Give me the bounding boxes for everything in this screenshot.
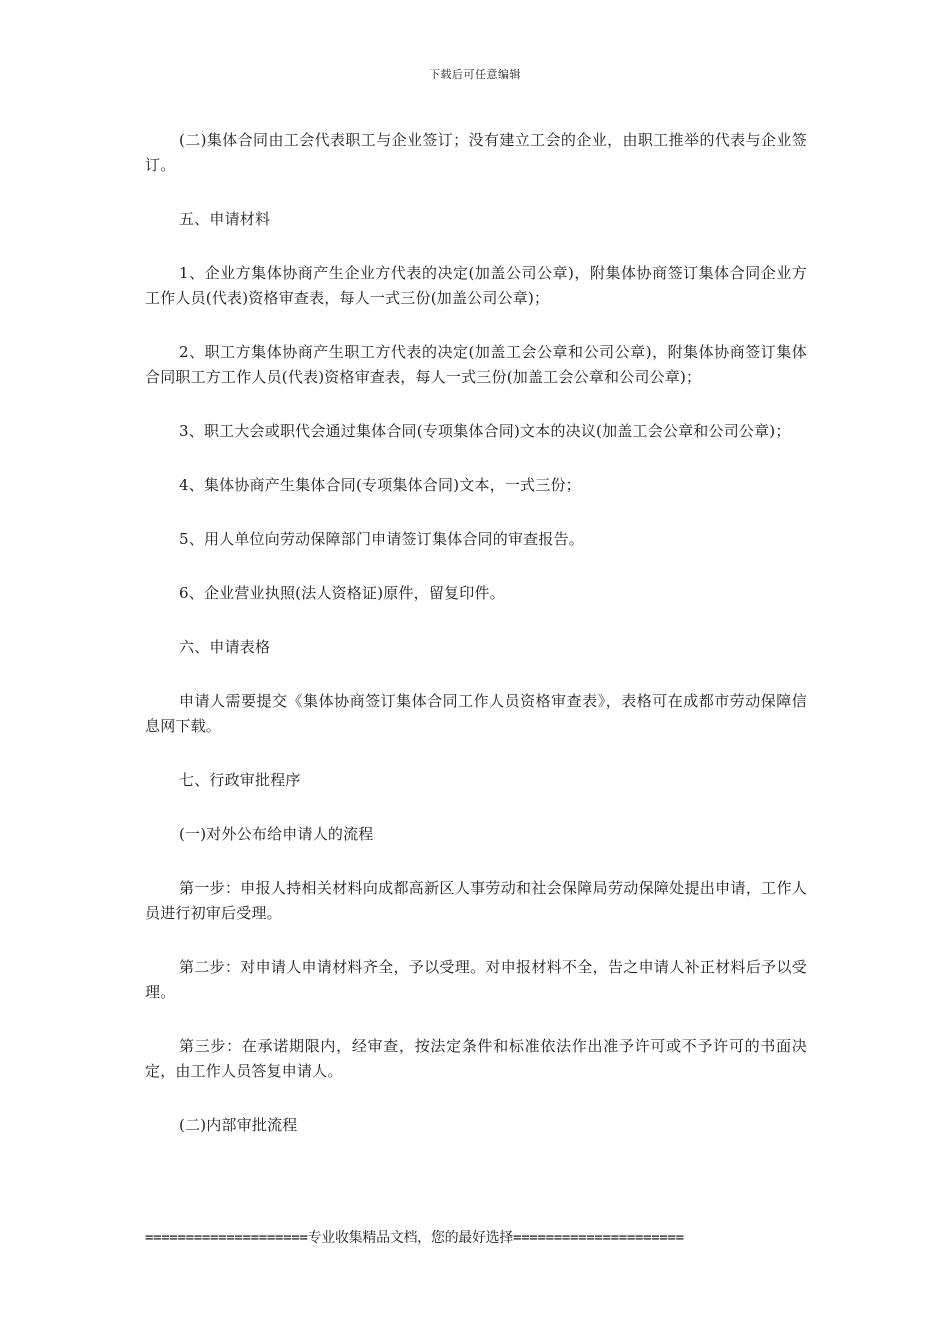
paragraph-signing-party: (二)集体合同由工会代表职工与企业签订；没有建立工会的企业，由职工推举的代表与企业签订。 xyxy=(145,131,807,174)
section-heading-forms: 六、申请表格 xyxy=(179,638,271,656)
material-item-1: 1、企业方集体协商产生企业方代表的决定(加盖公司公章)，附集体协商签订集体合同企业方工作人员(代表)资格审查表，每人一式三份(加盖公司公章)； xyxy=(145,264,807,307)
step-3: 第三步：在承诺期限内，经审查，按法定条件和标准依法作出准予许可或不予许可的书面决定，由工作人员答复申请人。 xyxy=(145,1037,807,1080)
material-item-4: 4、集体协商产生集体合同(专项集体合同)文本，一式三份； xyxy=(179,476,581,494)
subheading-internal-process: (二)内部审批流程 xyxy=(179,1116,298,1134)
document-body xyxy=(145,128,807,1167)
header-note: 下载后可任意编辑 xyxy=(429,68,521,81)
material-item-3: 3、职工大会或职代会通过集体合同(专项集体合同)文本的决议(加盖工会公章和公司公章)； xyxy=(179,422,791,440)
subheading-public-process: (一)对外公布给申请人的流程 xyxy=(179,825,374,843)
step-1: 第一步：申报人持相关材料向成都高新区人事劳动和社会保障局劳动保障处提出申请，工作人员进行初审后受理。 xyxy=(145,879,807,922)
material-item-2: 2、职工方集体协商产生职工方代表的决定(加盖工会公章和公司公章)，附集体协商签订集体合同职工方工作人员(代表)资格审查表，每人一式三份(加盖工会公章和公司公章)； xyxy=(145,343,807,386)
section-heading-materials: 五、申请材料 xyxy=(179,210,271,228)
material-item-5: 5、用人单位向劳动保障部门申请签订集体合同的审查报告。 xyxy=(179,530,584,548)
step-2: 第二步：对申请人申请材料齐全，予以受理。对申报材料不全，告之申请人补正材料后予以受理。 xyxy=(145,958,807,1001)
section-heading-procedure: 七、行政审批程序 xyxy=(179,771,301,789)
footer-text: ====================专业收集精品文档，您的最好选择===================== xyxy=(145,1230,684,1246)
footer-banner xyxy=(145,1227,810,1249)
material-item-6: 6、企业营业执照(法人资格证)原件，留复印件。 xyxy=(179,584,505,602)
paragraph-forms: 申请人需要提交《集体协商签订集体合同工作人员资格审查表》，表格可在成都市劳动保障信息网下载。 xyxy=(145,692,807,735)
